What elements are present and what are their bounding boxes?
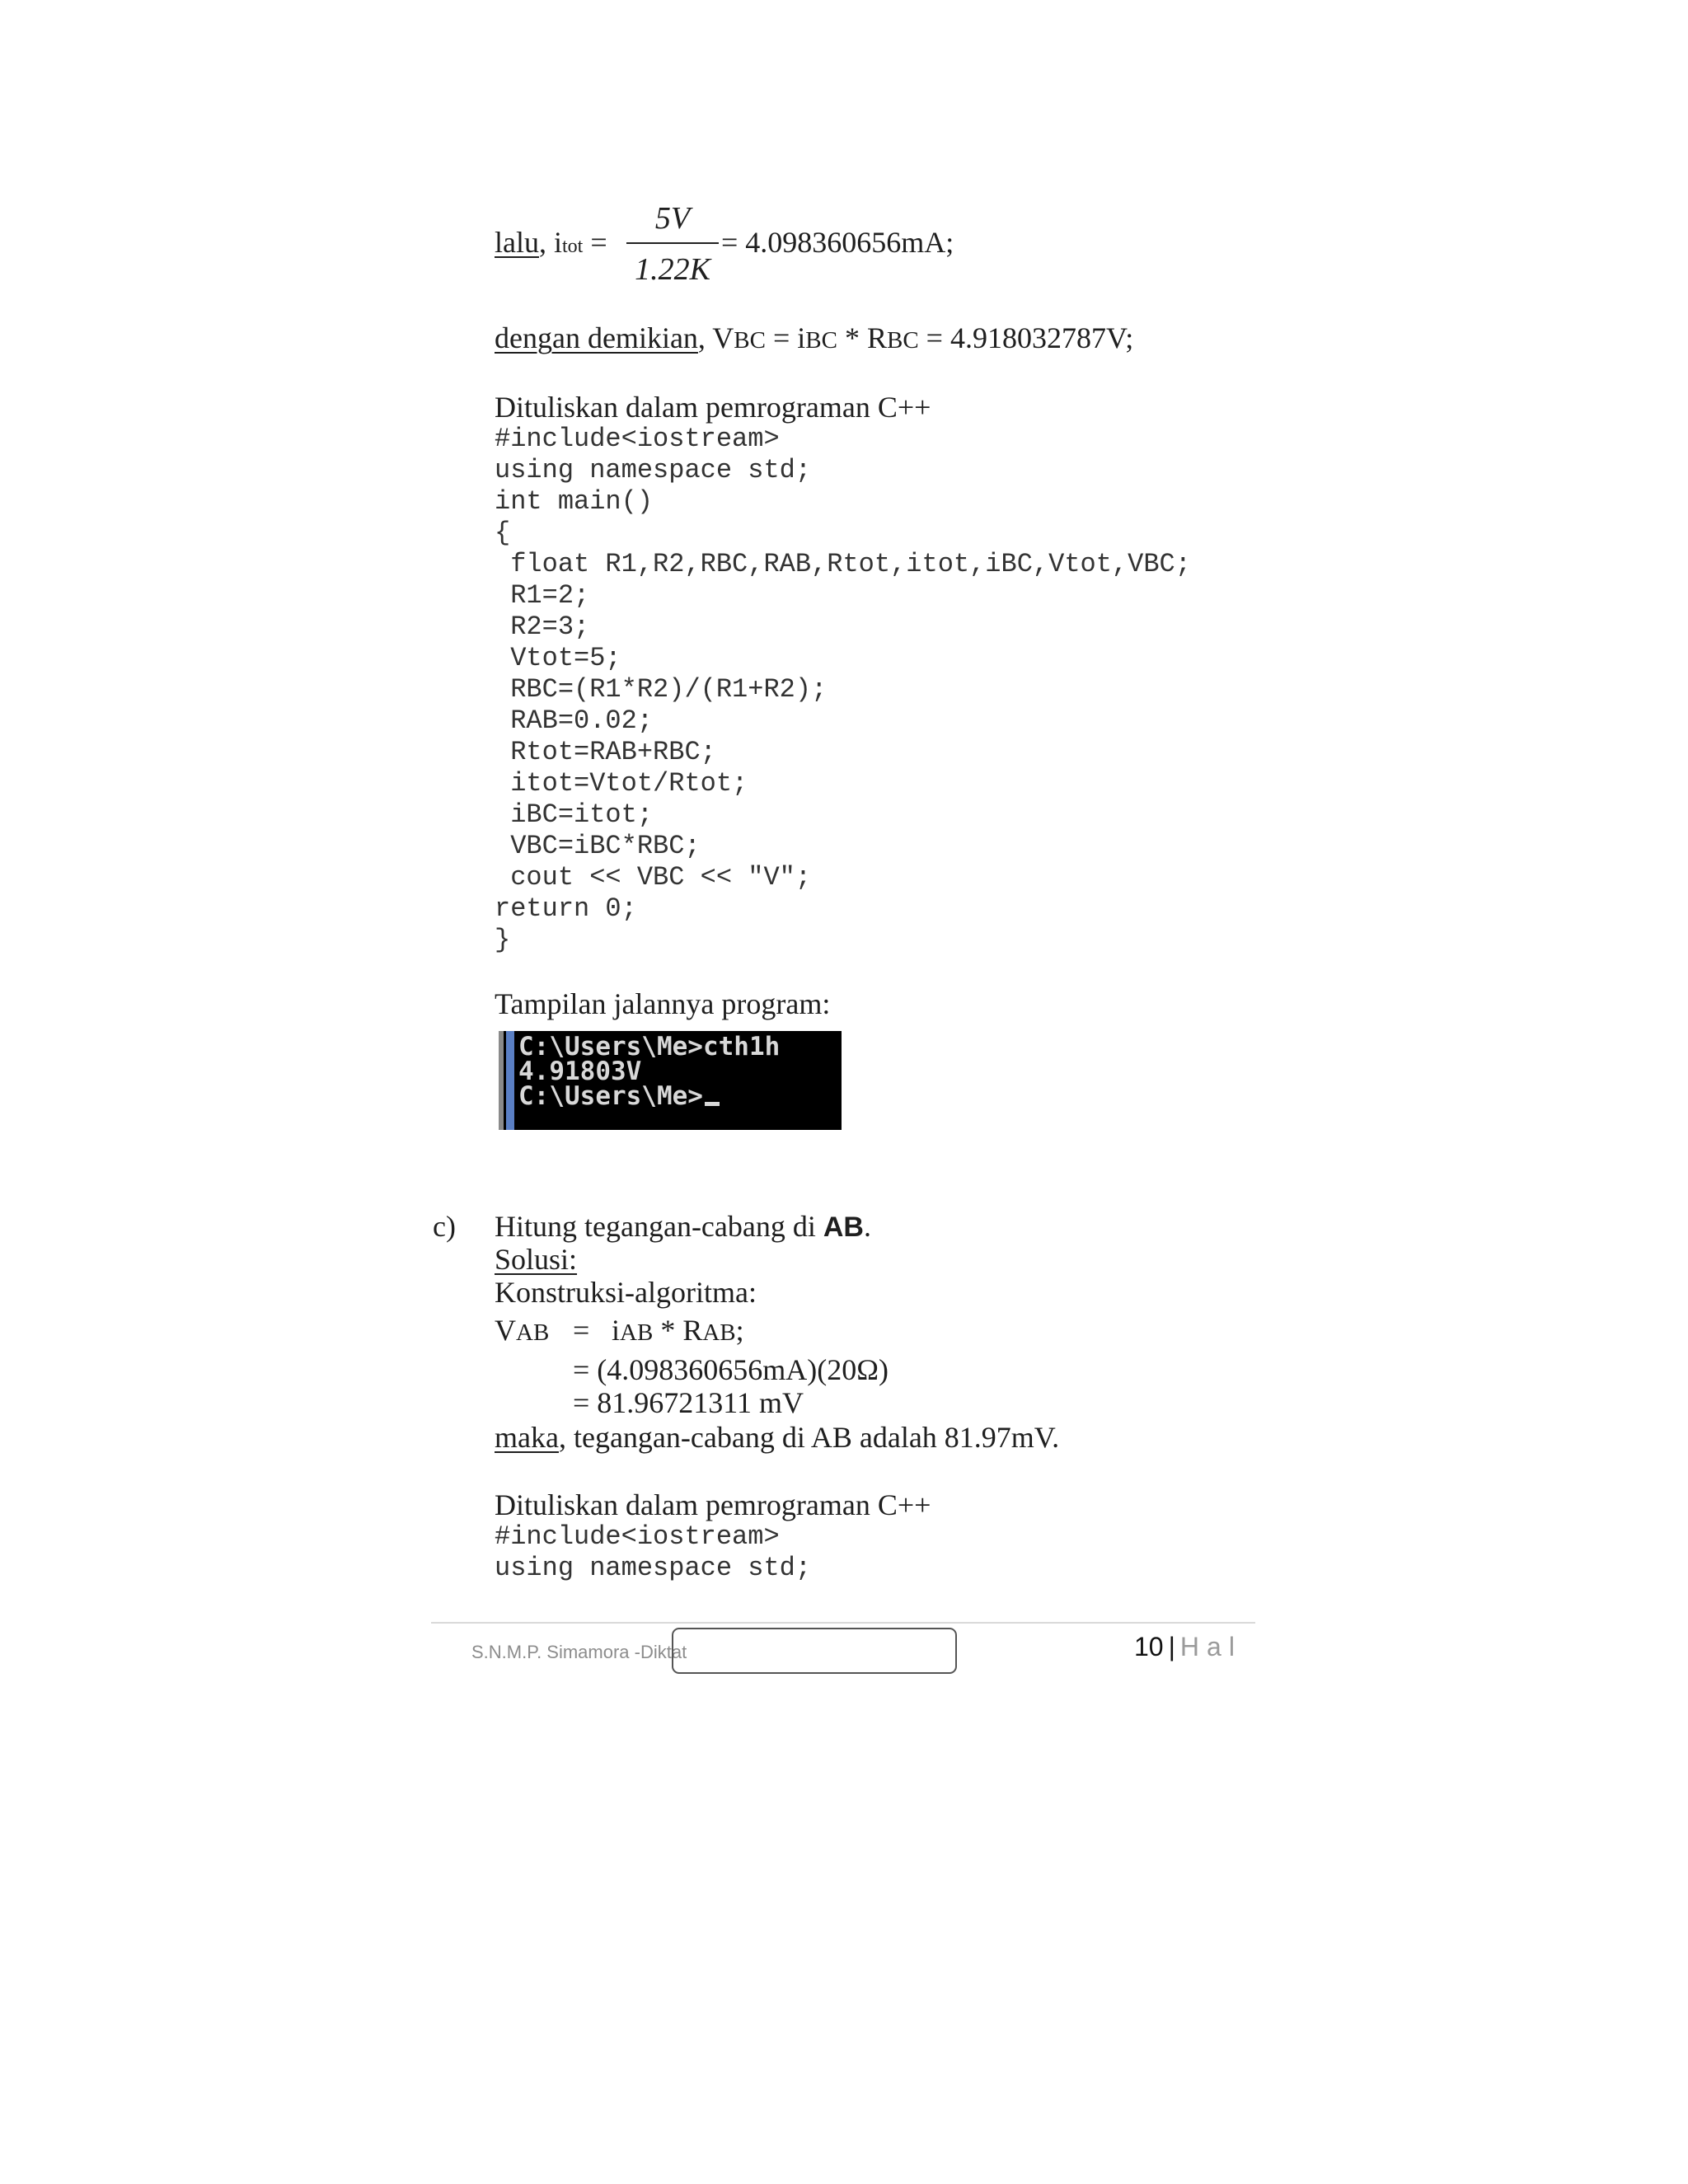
vab-step-2: = (4.098360656mA)(20Ω) xyxy=(573,1353,889,1386)
section2-heading: Dituliskan dalam pemrograman C++ xyxy=(495,1488,931,1521)
item-label-c: c) xyxy=(433,1210,456,1243)
console-border xyxy=(499,1031,504,1130)
calc-vbc-lead: dengan demikian xyxy=(495,321,698,354)
footer-text-box xyxy=(672,1628,957,1674)
solusi-label: Solusi: xyxy=(495,1243,578,1276)
page-separator: | xyxy=(1168,1632,1175,1661)
console-lines xyxy=(518,1032,781,1111)
page-number: 10 xyxy=(1134,1632,1164,1661)
console-screenshot xyxy=(499,1031,842,1130)
calc-vbc-line: dengan demikian, VBC = iBC * RBC = 4.918032787V; xyxy=(495,321,1134,354)
calc-itot-fraction xyxy=(626,201,719,287)
console-line: C:\Users\Me> xyxy=(518,1084,780,1108)
console-border-accent xyxy=(506,1031,514,1130)
question-c: Hitung tegangan-cabang di AB. xyxy=(495,1210,871,1243)
footer-author: S.N.M.P. Simamora -Diktat xyxy=(471,1642,687,1662)
code-block-2: #include<iostream> using namespace std; xyxy=(495,1521,812,1583)
conclusion-line: maka, tegangan-cabang di AB adalah 81.97mV. xyxy=(495,1421,1060,1454)
vab-step-3: = 81.96721311 mV xyxy=(573,1386,804,1419)
cursor-icon xyxy=(705,1102,720,1106)
code-block-1: #include<iostream> using namespace std; int main() { float R1,R2,RBC,RAB,Rtot,itot,iBC,Vtot,VBC; R1=2; R2=3; Vtot=5; RBC=(R1*R2)/(R1+R2); RAB=0.02; Rtot=RAB+RBC; itot=Vtot/Rtot; iBC=itot; VBC=iBC*RBC; cout << VBC << "V"; return 0; } xyxy=(495,424,1191,955)
console-line: 4.91803V xyxy=(518,1057,642,1086)
footer-divider xyxy=(431,1622,1255,1624)
konstruksi-label: Konstruksi-algoritma: xyxy=(495,1276,757,1309)
run-output-heading: Tampilan jalannya program: xyxy=(495,987,831,1020)
fraction-denominator: 1.22K xyxy=(635,252,710,287)
section1-heading: Dituliskan dalam pemrograman C++ xyxy=(495,391,931,424)
fraction-numerator: 5V xyxy=(654,201,691,236)
console-line: C:\Users\Me>cth1h xyxy=(518,1032,781,1062)
calc-itot-result: = 4.098360656mA; xyxy=(721,226,954,259)
vab-rhs: iAB * RAB; xyxy=(612,1314,744,1347)
vab-equals: = xyxy=(573,1314,590,1347)
footer-page-info xyxy=(1134,1632,1242,1662)
fraction-bar xyxy=(626,242,719,244)
calc-itot-line: lalu, itot = xyxy=(495,226,607,259)
vab-lhs: VAB xyxy=(495,1314,550,1347)
calc-itot-lead: lalu xyxy=(495,226,539,259)
page-label: Hal xyxy=(1179,1632,1242,1661)
